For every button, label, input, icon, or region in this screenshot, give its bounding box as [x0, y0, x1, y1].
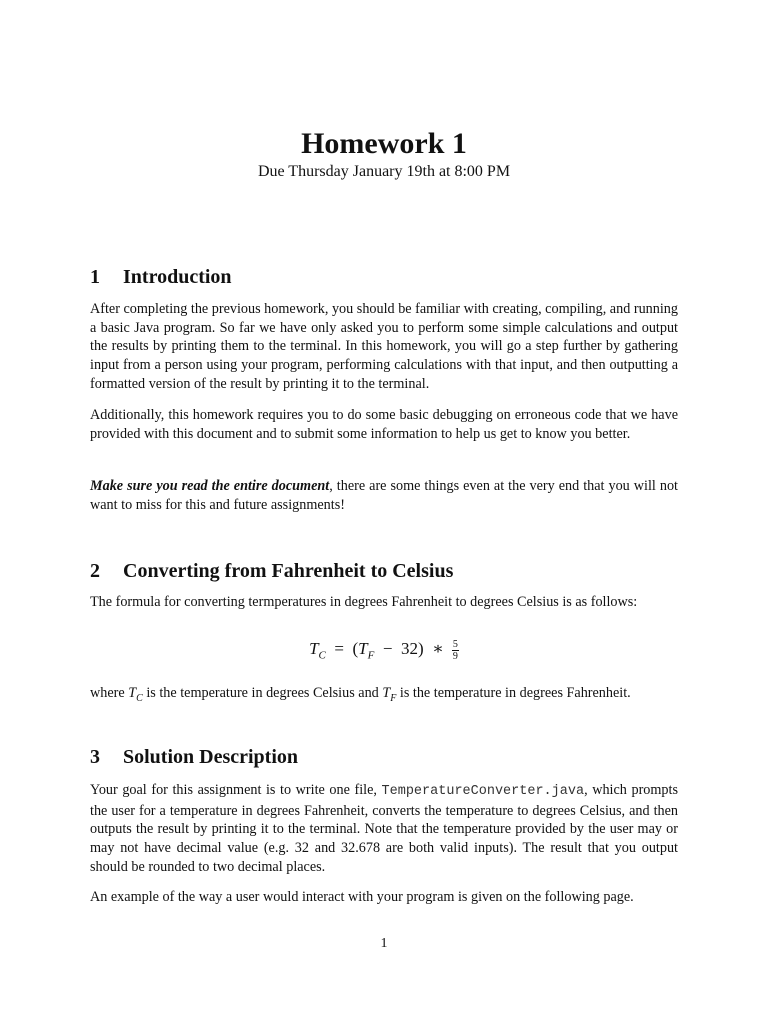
intro-paragraph-3 — [90, 477, 678, 514]
section-number: 3 — [90, 746, 100, 768]
formula-var-t: T — [358, 639, 368, 658]
text: , which prompts the user for a temperature in degrees Fahrenheit, converts the temperature to degrees Celsius, and then outputs the result by printing it to the terminal. Note that the temperature provided by the user may or may not have decimal value (e.g. 32 and 32.678 are both valid inputs). The result that you output should be rounded to two decimal places. — [90, 782, 678, 875]
paragraph-text: , there are some things even at the very end that you will not want to miss for this and future assignments! — [90, 478, 678, 513]
section-heading-introduction — [90, 264, 232, 290]
section-heading-conversion — [90, 558, 453, 584]
section-heading-solution — [90, 744, 298, 770]
section-number: 1 — [90, 266, 100, 288]
fraction-numerator: 5 — [452, 638, 458, 650]
sub: F — [390, 692, 397, 704]
formula-sub-c: C — [318, 649, 326, 662]
due-date: Due Thursday January 19th at 8:00 PM — [257, 163, 511, 180]
text: is the temperature in degrees Fahrenheit. — [396, 685, 631, 701]
section-title: Solution Description — [123, 746, 299, 768]
section-number: 2 — [90, 560, 100, 582]
fraction-denominator: 9 — [452, 650, 458, 662]
document-title: Homework 1 — [301, 127, 467, 160]
text: Your goal for this assignment is to write one file, — [90, 782, 382, 798]
conversion-intro: The formula for converting termperatures in degrees Fahrenheit to degrees Celsius is as follows: — [90, 594, 638, 610]
intro-paragraph-2: Additionally, this homework requires you to do some basic debugging on erroneous code that we have provided with this document and to submit some information to help us get to know you better. — [90, 407, 678, 442]
formula-explanation — [90, 684, 678, 709]
filename-code: TemperatureConverter.java — [381, 784, 585, 799]
text: is the temperature in degrees Celsius and — [142, 685, 383, 701]
emphasis-text: Make sure you read the entire document — [90, 478, 330, 494]
section-title: Introduction — [123, 266, 232, 288]
formula-times: ∗ — [432, 639, 444, 658]
solution-paragraph-1 — [90, 781, 678, 877]
formula-equals: = — [334, 639, 344, 658]
var-tf — [382, 685, 397, 704]
intro-paragraph-1: After completing the previous homework, you should be familiar with creating, compiling, and running a basic Java program. So far we have only asked you to perform some simple calculations and output the results by printing them to the terminal. In this homework, you will go a step further by gathering input from a person using your program, performing calculations with that input, and then outputting a formatted version of the result by printing it to the terminal. — [90, 301, 678, 392]
conversion-formula — [0, 632, 768, 666]
formula-minus: − — [382, 639, 393, 658]
formula-sub-f: F — [367, 649, 375, 662]
text: where — [90, 685, 129, 701]
var: T — [128, 685, 137, 701]
formula-open-paren: ( — [352, 639, 359, 658]
var: T — [382, 685, 391, 701]
page-number: 1 — [380, 936, 388, 951]
section-title: Converting from Fahrenheit to Celsius — [123, 560, 454, 582]
formula-fraction — [452, 639, 459, 662]
var-tc — [128, 685, 143, 704]
formula-constant: 32 — [400, 639, 418, 658]
formula-close-paren: ) — [417, 639, 424, 658]
sub: C — [136, 692, 143, 704]
solution-paragraph-2: An example of the way a user would interact with your program is given on the following page. — [90, 889, 634, 905]
formula-var-t: T — [309, 639, 319, 658]
